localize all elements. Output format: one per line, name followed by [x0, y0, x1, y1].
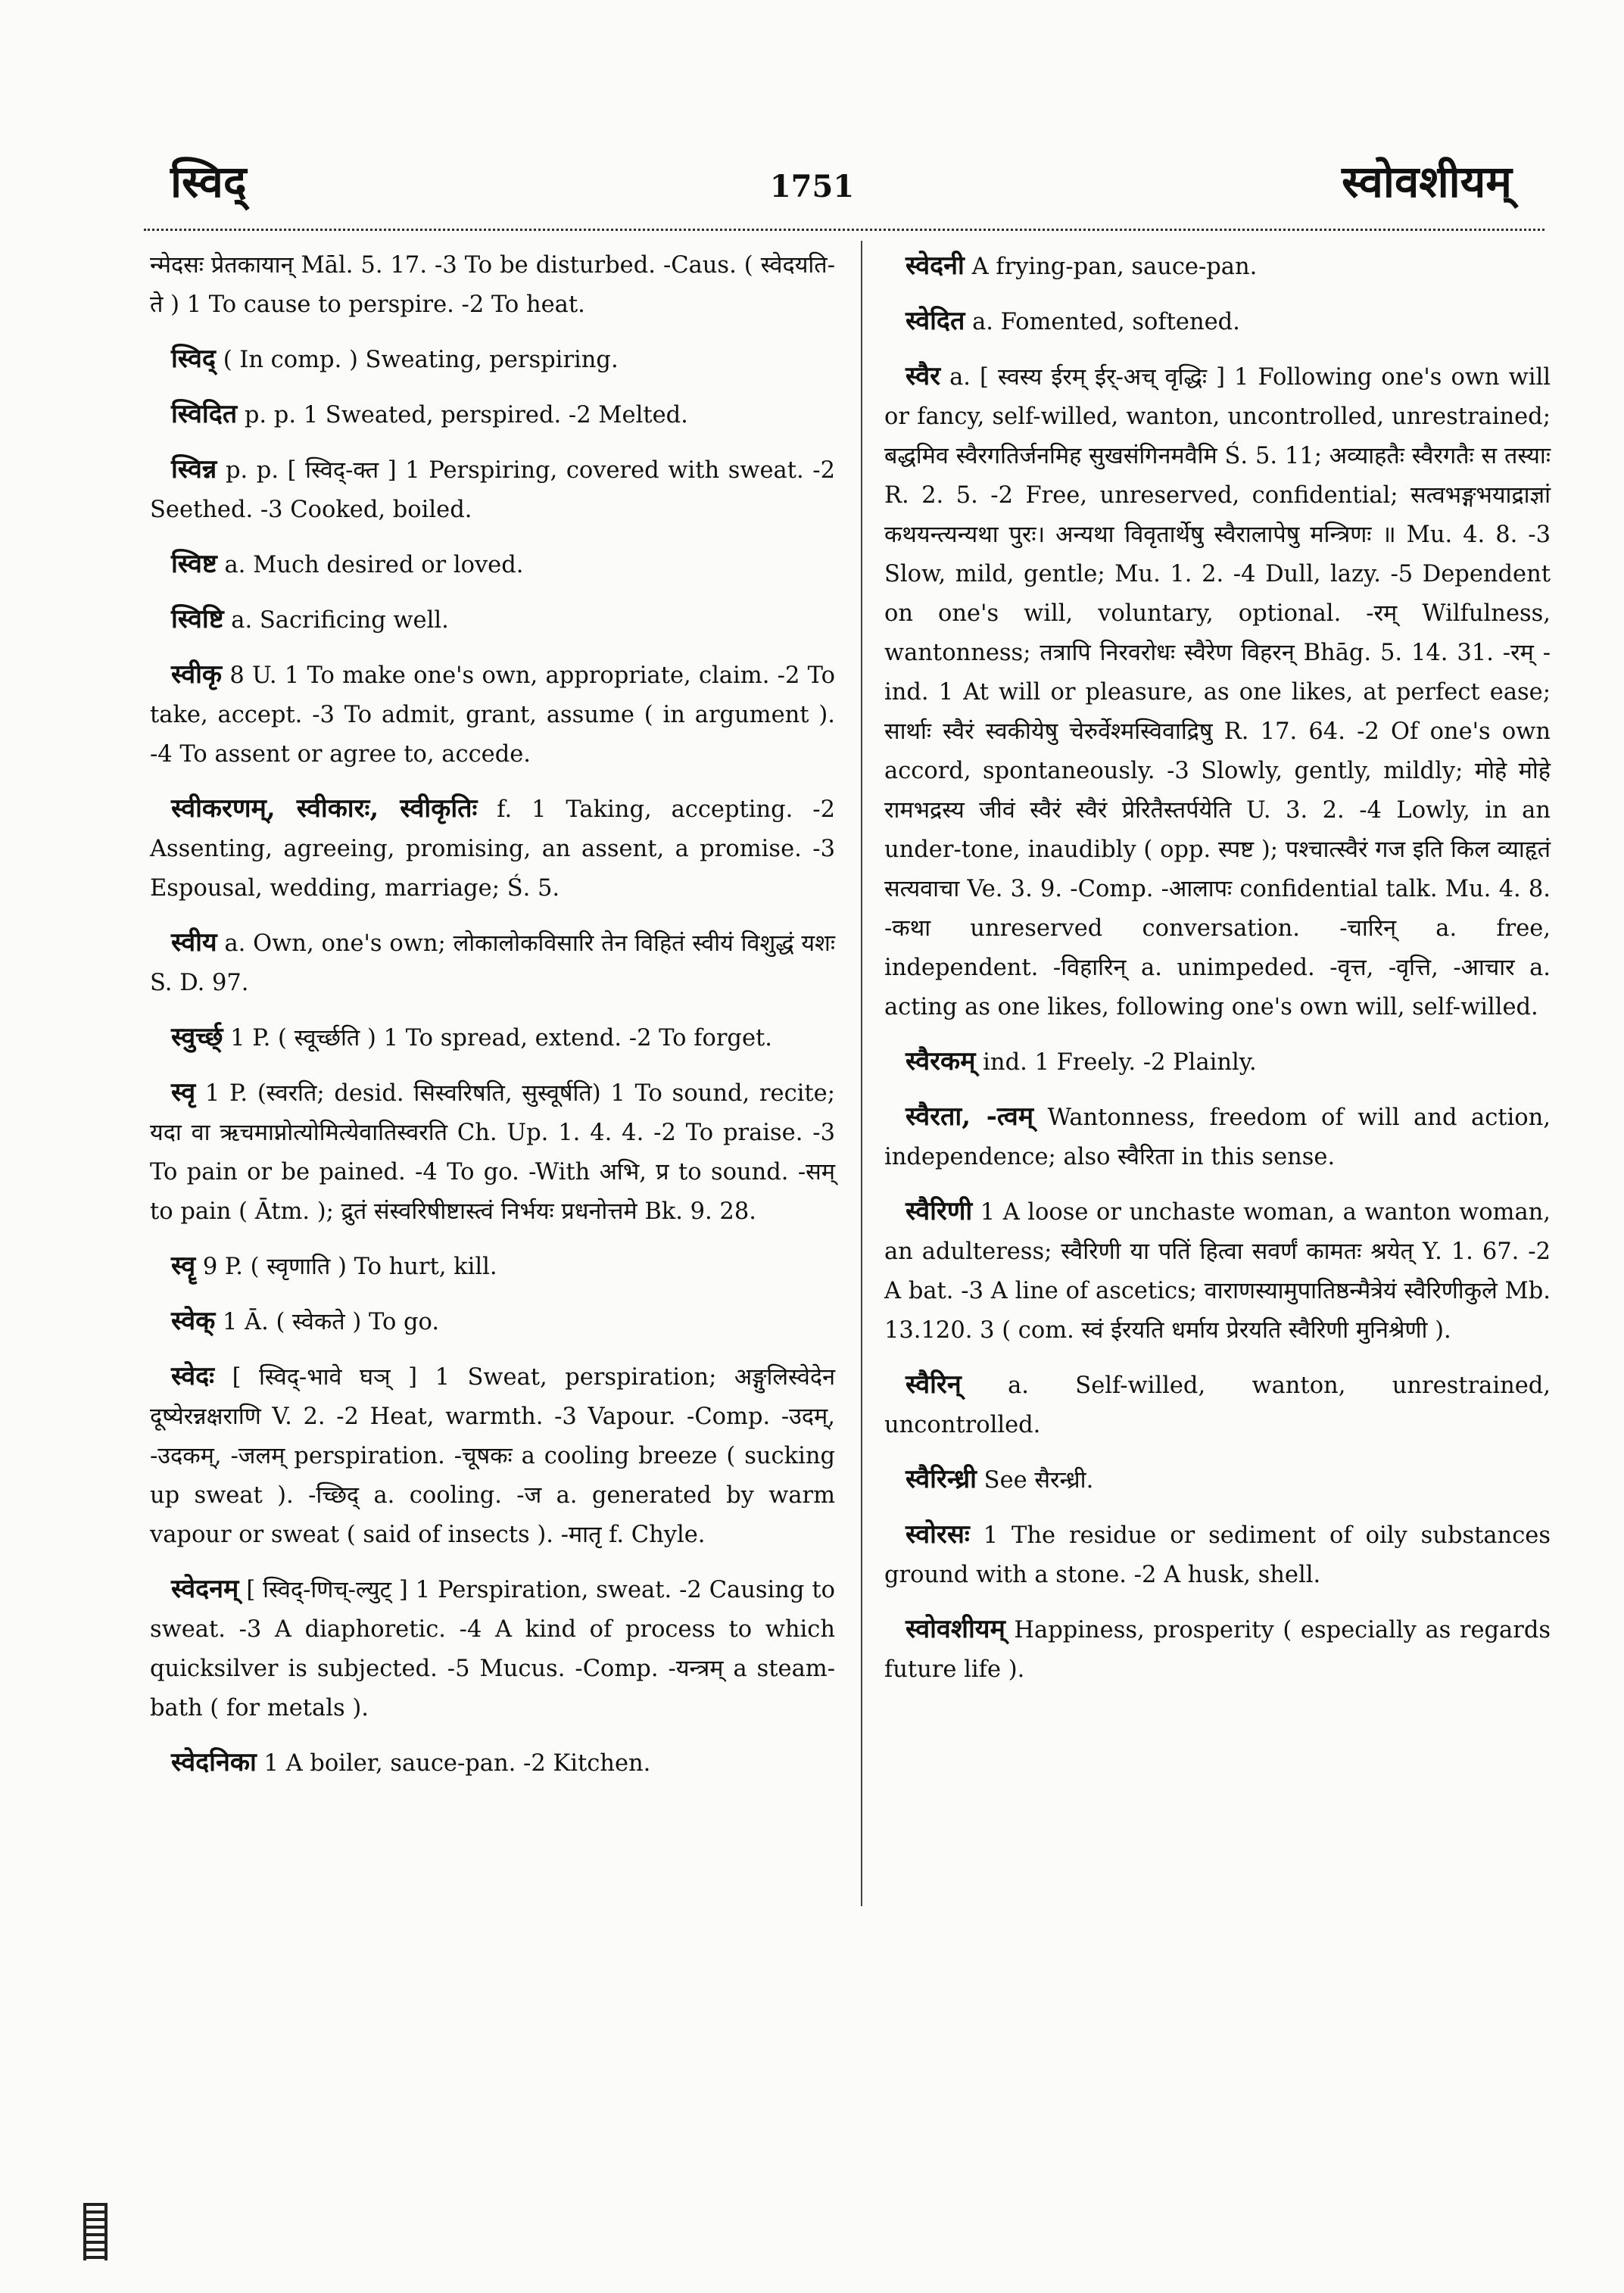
entry-headword: स्विद्: [171, 344, 216, 374]
entry-definition: 1 A loose or unchaste woman, a wanton woman, an adulteress; स्वैरिणी या पतिं हित्वा सवर्णं कामतः श्रयेत् Y. 1. 67. -2 A bat. -3 A line of ascetics; वाराणस्यामुपातिष्ठन्मैत्रेयं स्वैरिणीकुले Mb. 13.120. 3 ( com. स्वं ईरयति धर्माय प्रेरयति स्वैरिणी मुनिश्रेणी ).: [884, 1199, 1551, 1344]
dictionary-entry: [884, 1192, 1551, 1351]
entry-headword: स्वेदित: [906, 306, 965, 336]
entry-definition: न्मेदसः प्रेतकायान् Māl. 5. 17. -3 To be disturbed. -Caus. ( स्वेदयति-ते ) 1 To cause to perspire. -2 To heat.: [150, 252, 835, 318]
entry-headword: स्वोवशीयम्: [906, 1614, 1005, 1644]
dictionary-entry: [884, 246, 1551, 287]
dictionary-entry: [150, 923, 835, 1003]
entry-definition: ( In comp. ) Sweating, perspiring.: [216, 347, 619, 373]
entry-definition: Happiness, prosperity ( especially as regards future life ).: [884, 1617, 1551, 1683]
entry-headword: स्वेदनम्: [171, 1574, 239, 1604]
dictionary-entry: [150, 1017, 835, 1058]
dictionary-entry: [150, 1301, 835, 1342]
entry-headword: स्वुर्च्छ्: [171, 1022, 223, 1052]
entry-definition: [ स्विद्-भावे घञ् ] 1 Sweat, perspiration; अङ्गुलिस्वेदेन दूष्येरन्नक्षराणि V. 2. -2 Heat, warmth. -3 Vapour. -Comp. -उदम्, -उदकम्, -जलम् perspiration. -चूषकः a cooling breeze ( sucking up sweat ). -च्छिद् a. cooling. -ज a. generated by warm vapour or sweat ( said of insects ). -मातृ f. Chyle.: [150, 1364, 835, 1548]
running-head-right: स्वोवशीयम्: [1342, 156, 1512, 207]
entry-definition: f. 1 Taking, accepting. -2 Assenting, agreeing, promising, an assent, a promise. -3 Espousal, wedding, marriage; Ś. 5.: [150, 796, 835, 902]
page-number: 1751: [769, 169, 855, 204]
entry-headword: स्वेक्: [171, 1306, 216, 1336]
entry-definition: 1 A boiler, sauce-pan. -2 Kitchen.: [256, 1750, 651, 1777]
entry-definition: [ स्विद्-णिच्-ल्युट् ] 1 Perspiration, sweat. -2 Causing to sweat. -3 A diaphoretic. -4 A kind of process to which quicksilver is subjected. -5 Mucus. -Comp. -यन्त्रम् a steam-bath ( for metals ).: [150, 1577, 835, 1721]
entry-headword: स्वैरिणी: [906, 1196, 973, 1226]
entry-definition: 1 P. (स्वरति; desid. सिस्वरिषति, सुस्वूर्षति) 1 To sound, recite; यदा वा ऋचमाप्नोत्योमित्येवातिस्वरति Ch. Up. 1. 4. 4. -2 To praise. -3 To pain or be pained. -4 To go. -With अभि, प्र to sound. -सम् to pain ( Ātm. ); द्रुतं संस्वरिषीष्टास्त्वं निर्भयः प्रधनोत्तमे Bk. 9. 28.: [150, 1080, 835, 1225]
entry-definition: p. p. [ स्विद्-क्त ] 1 Perspiring, covered with sweat. -2 Seethed. -3 Cooked, boiled.: [150, 457, 835, 523]
dictionary-entry: [884, 1515, 1551, 1595]
entry-headword: स्विदित: [171, 399, 238, 429]
dictionary-entry: [884, 1097, 1551, 1177]
entry-definition: 9 P. ( स्वृणाति ) To hurt, kill.: [195, 1254, 497, 1280]
entry-headword: स्वेदनिका: [171, 1747, 257, 1777]
entry-definition: ind. 1 Freely. -2 Plainly.: [975, 1049, 1257, 1076]
entry-headword: स्वैर: [906, 361, 941, 391]
column-divider: [861, 241, 862, 1906]
dictionary-entry: [884, 301, 1551, 342]
dictionary-entry: [150, 544, 835, 585]
dictionary-entry: [150, 1246, 835, 1287]
entry-headword: स्विन्न: [171, 454, 217, 484]
entry-definition: a. Fomented, softened.: [965, 309, 1240, 335]
entry-definition: 1 Ā. ( स्वेकते ) To go.: [215, 1309, 440, 1335]
dictionary-entry: [150, 450, 835, 530]
entry-headword: स्वैरकम्: [906, 1046, 976, 1076]
entry-headword: स्वोरसः: [906, 1519, 970, 1550]
entry-headword: स्वीकृ: [171, 659, 223, 690]
entry-definition: 1 The residue or sediment of oily substances ground with a stone. -2 A husk, shell.: [884, 1522, 1551, 1588]
dictionary-entry: [150, 1357, 835, 1555]
entry-definition: A frying-pan, sauce-pan.: [964, 254, 1258, 280]
dictionary-entry: [150, 1569, 835, 1728]
entry-headword: स्वृ: [171, 1077, 196, 1108]
dictionary-entry: [150, 1073, 835, 1232]
entry-headword: स्वैरिन्: [906, 1369, 962, 1400]
dictionary-entry: [884, 1609, 1551, 1690]
entry-definition: p. p. 1 Sweated, perspired. -2 Melted.: [237, 402, 688, 428]
margin-mark: [83, 2203, 108, 2260]
dictionary-entry: [884, 1042, 1551, 1083]
entry-definition: a. Sacrificing well.: [223, 607, 449, 634]
entry-headword: स्विष्ट: [171, 549, 217, 579]
dictionary-entry: [150, 655, 835, 774]
entry-headword: स्वैरिन्ध्री: [906, 1464, 977, 1494]
left-column: [150, 246, 835, 1798]
running-head-left: स्विद्: [170, 156, 247, 207]
entry-headword: स्वीकरणम्, स्वीकारः, स्वीकृतिः: [171, 793, 478, 824]
dictionary-entry: [150, 394, 835, 435]
dictionary-entry: [884, 357, 1551, 1027]
entry-definition: a. Self-willed, wanton, unrestrained, uncontrolled.: [884, 1372, 1551, 1438]
entry-definition: a. Much desired or loved.: [217, 552, 524, 578]
entry-headword: स्वॄ: [171, 1251, 196, 1281]
header-rule: [144, 229, 1545, 231]
entry-definition: See सैरन्ध्री.: [976, 1467, 1094, 1494]
entry-definition: a. Own, one's own; लोकालोकविसारि तेन विहितं स्वीयं विशुद्धं यशः S. D. 97.: [150, 930, 835, 996]
entry-definition: Wantonness, freedom of will and action, independence; also स्वैरिता in this sense.: [884, 1104, 1551, 1170]
entry-headword: स्वीय: [171, 927, 217, 958]
dictionary-entry: [884, 1365, 1551, 1445]
dictionary-entry: [150, 339, 835, 380]
dictionary-entry: [150, 789, 835, 908]
entry-headword: स्वेदनी: [906, 251, 965, 281]
entry-headword: स्वैरता, -त्वम्: [906, 1101, 1034, 1132]
dictionary-entry: [884, 1460, 1551, 1500]
entry-headword: स्विष्टि: [171, 604, 224, 634]
right-column: [884, 246, 1551, 1704]
dictionary-entry: [150, 246, 835, 325]
entry-definition: a. [ स्वस्य ईरम् ईर्-अच् वृद्धिः ] 1 Following one's own will or fancy, self-willed, wanton, uncontrolled, unrestrained; बद्धमिव स्वैरगतिर्जनमिह सुखसंगिनमवैमि Ś. 5. 11; अव्याहतैः स्वैरगतैः स तस्याः R. 2. 5. -2 Free, unreserved, confidential; सत्वभङ्गभयाद्राज्ञां कथयन्त्यन्यथा पुरः। अन्यथा विवृतार्थेषु स्वैरालापेषु मन्त्रिणः ॥ Mu. 4. 8. -3 Slow, mild, gentle; Mu. 1. 2. -4 Dull, lazy. -5 Dependent on one's will, voluntary, optional. -रम् Wilfulness, wantonness; तत्रापि निरवरोधः स्वैरेण विहरन् Bhāg. 5. 14. 31. -रम् -ind. 1 At will or pleasure, as one likes, at perfect ease; सार्थाः स्वैरं स्वकीयेषु चेरुर्वेश्मस्विवाद्रिषु R. 17. 64. -2 Of one's own accord, spontaneously. -3 Slowly, gently, mildly; मोहे मोहे रामभद्रस्य जीवं स्वैरं स्वैरं प्रेरितैस्तर्पयेति U. 3. 2. -4 Lowly, in an under-tone, inaudibly ( opp. स्पष्ट ); पश्चात्स्वैरं गज इति किल व्याहृतं सत्यवाचा Ve. 3. 9. -Comp. -आलापः confidential talk. Mu. 4. 8. -कथा unreserved conversation. -चारिन् a. free, independent. -विहारिन् a. unimpeded. -वृत्त, -वृत्ति, -आचार a. acting as one likes, following one's own will, self-willed.: [884, 364, 1551, 1020]
entry-definition: 1 P. ( स्वूर्च्छति ) 1 To spread, extend. -2 To forget.: [223, 1025, 772, 1051]
dictionary-entry: [150, 1743, 835, 1784]
entry-definition: 8 U. 1 To make one's own, appropriate, claim. -2 To take, accept. -3 To admit, grant, assume ( in argument ). -4 To assent or agree to, accede.: [150, 662, 835, 768]
entry-headword: स्वेदः: [171, 1361, 215, 1391]
dictionary-entry: [150, 600, 835, 640]
